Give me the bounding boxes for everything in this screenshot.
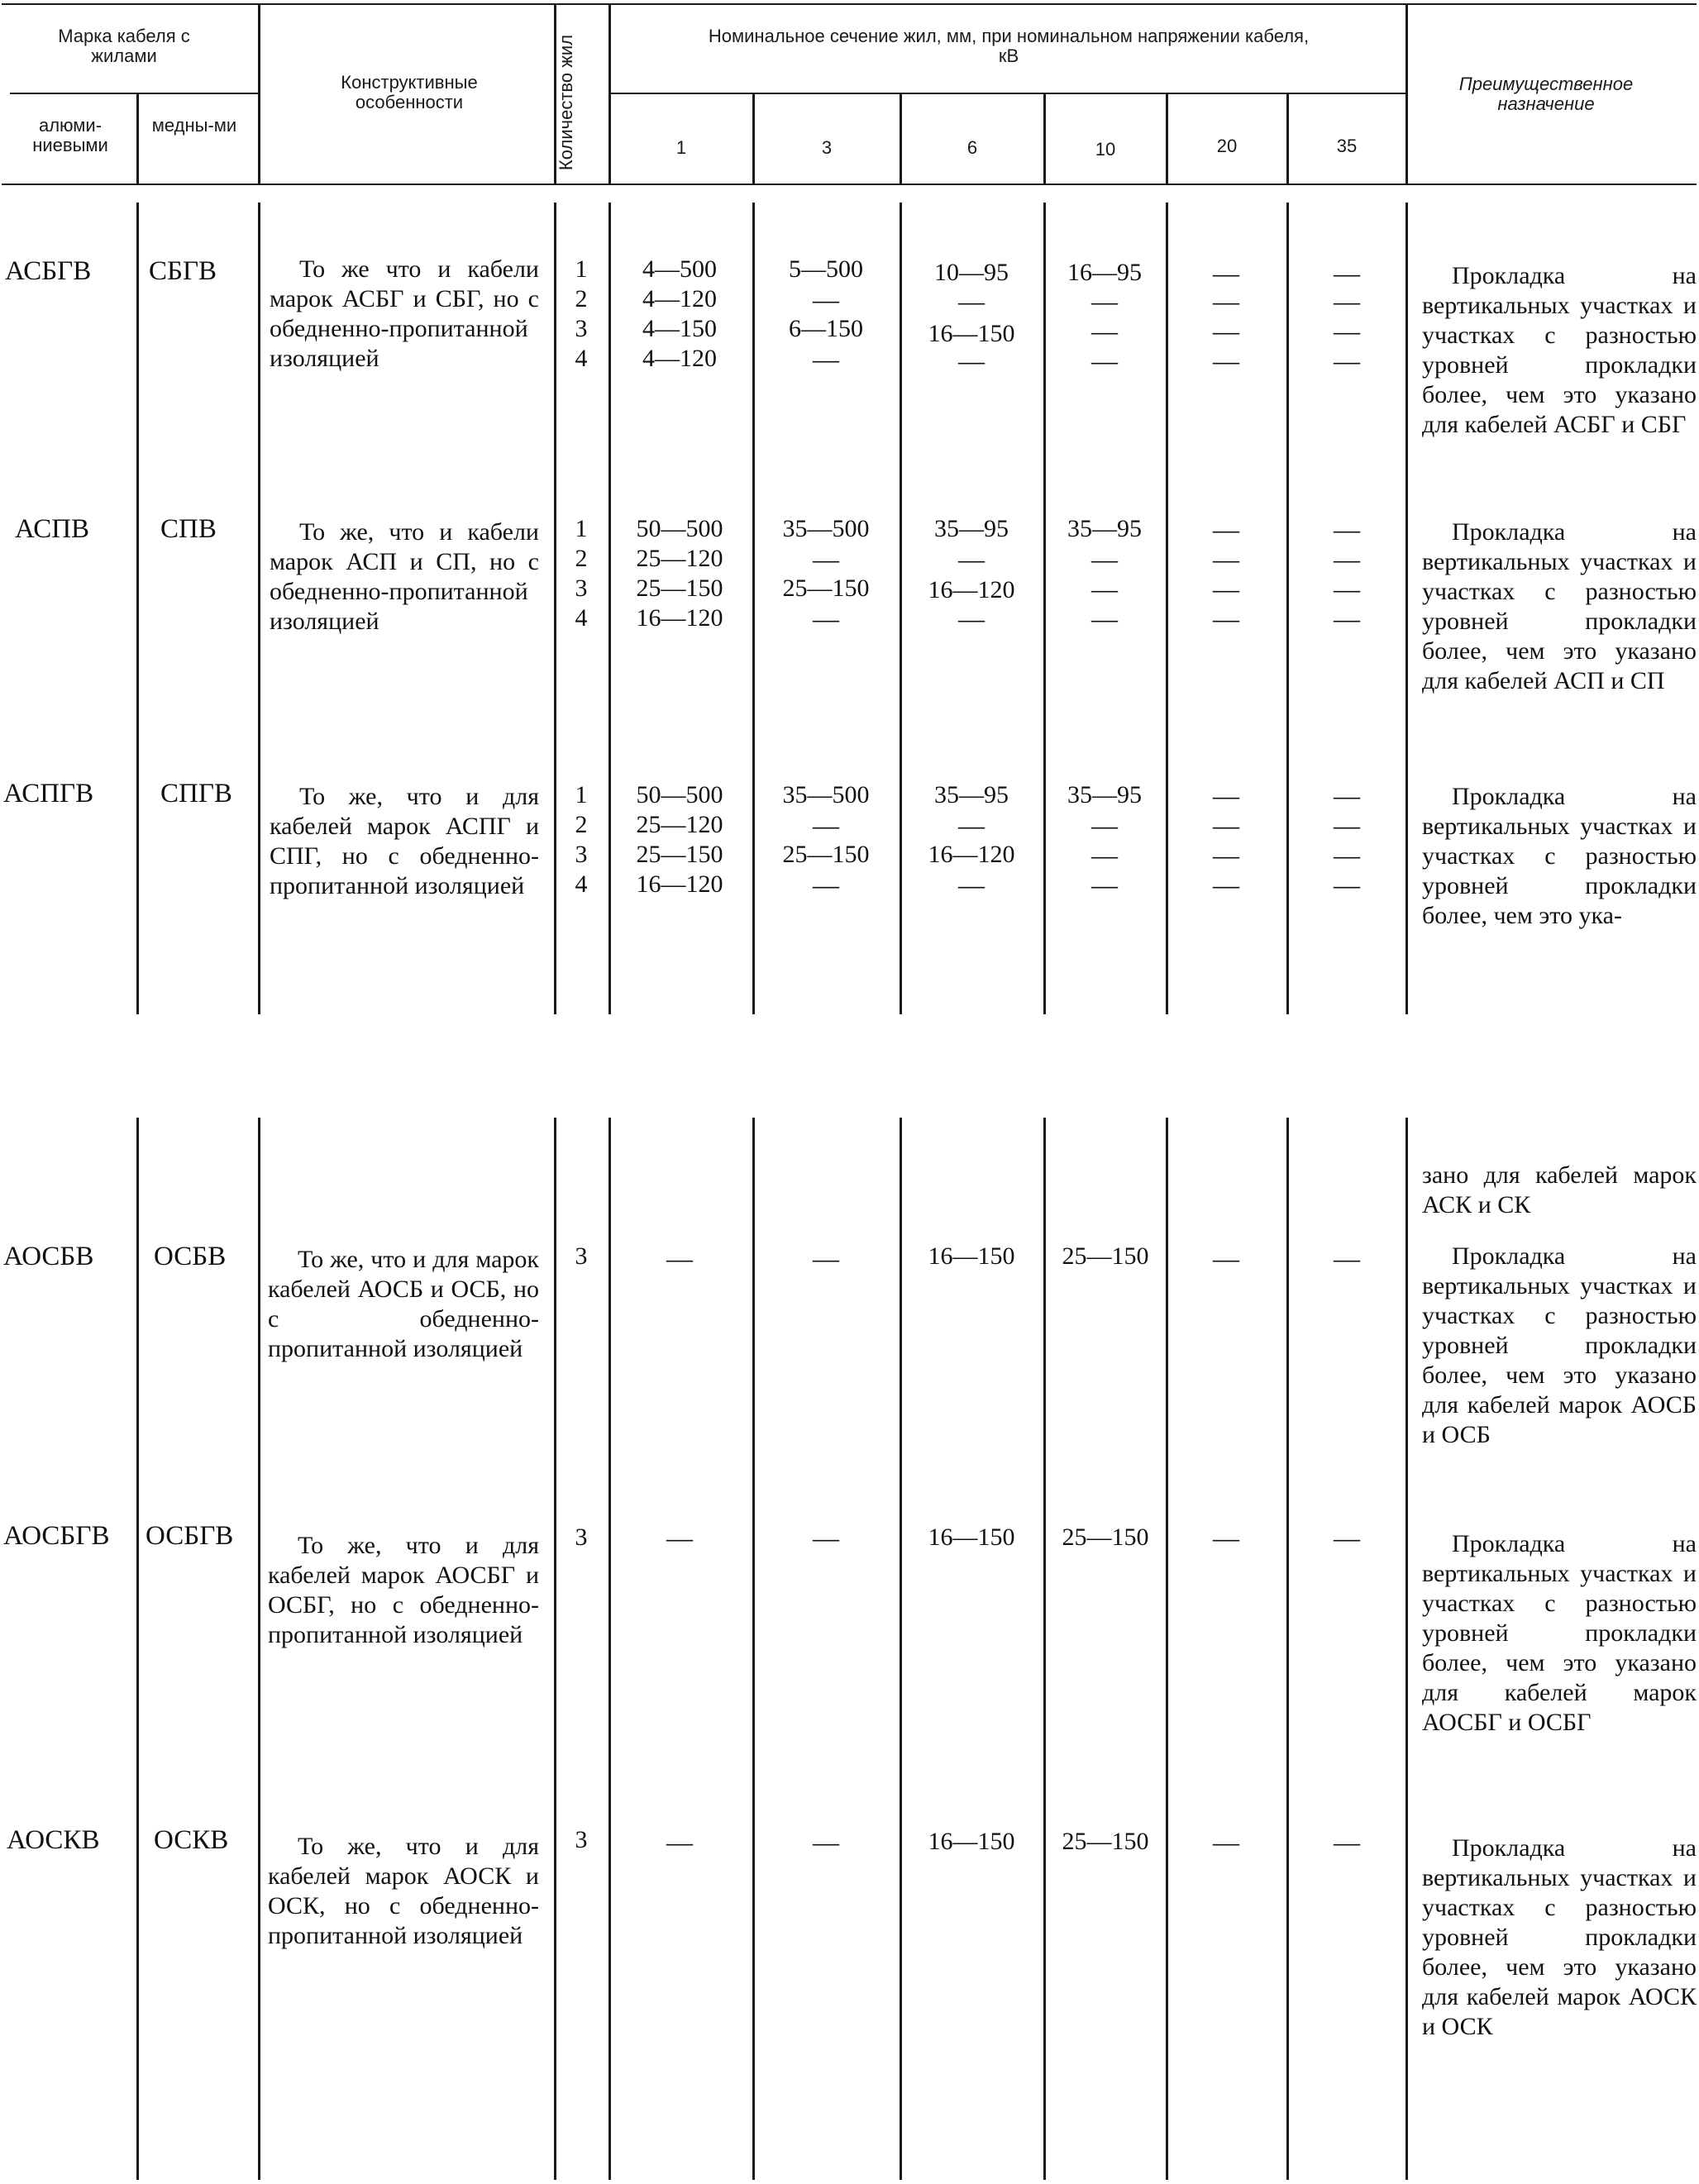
cores-cell: 2 bbox=[575, 545, 588, 572]
section-cell: 4—500 bbox=[642, 255, 717, 283]
section-cell: — bbox=[958, 810, 985, 840]
mark-aluminum: АОСБГВ bbox=[3, 1521, 110, 1551]
section-cell: — bbox=[813, 284, 839, 314]
purpose-text: Прокладка на вертикальных участках и участках с разностью уровней прокладки более, чем это указано для кабелей марок АОСБГ и ОСБГ bbox=[1422, 1530, 1697, 1736]
section-cell: — bbox=[1334, 258, 1360, 288]
cores-cell: 1 bbox=[575, 781, 588, 808]
section-cell: — bbox=[1213, 574, 1239, 603]
section-cell: — bbox=[1213, 870, 1239, 899]
header-voltage-3: 3 bbox=[821, 137, 833, 158]
section-cell: — bbox=[1334, 1523, 1360, 1552]
header-voltage-1: 1 bbox=[675, 137, 687, 158]
section-cell: — bbox=[1213, 780, 1239, 810]
section-cell: — bbox=[1091, 603, 1118, 633]
section-cell: — bbox=[666, 1243, 693, 1273]
column-rule bbox=[136, 1118, 139, 2180]
purpose-text: Прокладка на вертикальных участках и участках с разностью уровней прокладки более, чем это указано для кабелей АСП и СП bbox=[1422, 518, 1697, 694]
column-rule bbox=[1043, 1118, 1046, 2180]
section-cell: — bbox=[1334, 514, 1360, 544]
section-cell: — bbox=[813, 870, 839, 899]
header-divider bbox=[1043, 93, 1046, 184]
section-cell: 16—120 bbox=[928, 576, 1015, 603]
cores-cell: 3 bbox=[575, 315, 588, 342]
mark-copper: ОСБГВ bbox=[146, 1521, 234, 1551]
section-cell: — bbox=[1334, 780, 1360, 810]
header-brand-group: Марка кабеля с жилами bbox=[58, 26, 190, 66]
section-cell: 35—95 bbox=[1067, 781, 1142, 808]
column-rule bbox=[1043, 203, 1046, 1014]
section-cell: — bbox=[1334, 316, 1360, 346]
purpose-continuation: зано для кабелей марок АСК и СК bbox=[1422, 1161, 1697, 1218]
table-top-rule bbox=[2, 3, 1697, 5]
cores-cell: 1 bbox=[575, 255, 588, 283]
section-cell: 50—500 bbox=[636, 781, 723, 808]
section-cell: — bbox=[1334, 603, 1360, 633]
section-cell: — bbox=[1334, 346, 1360, 375]
header-divider bbox=[1405, 3, 1408, 184]
column-rule bbox=[258, 203, 260, 1014]
section-cell: — bbox=[666, 1523, 693, 1552]
section-cell: — bbox=[813, 1243, 839, 1273]
design-description: То же, что и кабели марок АСП и СП, но с обедненно-пропитанной изоляцией bbox=[270, 518, 539, 635]
header-voltage-10: 10 bbox=[1095, 139, 1116, 160]
column-rule bbox=[752, 203, 755, 1014]
cores-cell: 3 bbox=[575, 1242, 588, 1270]
column-rule bbox=[554, 203, 556, 1014]
purpose-text: Прокладка на вертикальных участках и участках с разностью уровней прокладки более, чем это указано для кабелей марок АОСК и ОСК bbox=[1422, 1834, 1697, 2040]
section-cell: — bbox=[1334, 810, 1360, 840]
section-cell: — bbox=[1091, 840, 1118, 870]
cores-cell: 2 bbox=[575, 285, 588, 312]
section-cell: — bbox=[958, 870, 985, 899]
cores-cell: 4 bbox=[575, 345, 588, 372]
section-cell: 35—500 bbox=[782, 781, 870, 808]
column-rule bbox=[136, 203, 139, 1014]
column-rule bbox=[1166, 1118, 1168, 2180]
mark-copper: СБГВ bbox=[149, 256, 217, 286]
mark-copper: ОСКВ bbox=[154, 1825, 229, 1855]
section-cell: 16—120 bbox=[636, 870, 723, 898]
section-cell: — bbox=[958, 603, 985, 633]
design-description: То же, что и для кабелей марок АОСК и ОСК, но с обедненно-пропитанной изоляцией bbox=[268, 1833, 539, 1949]
section-cell: — bbox=[1213, 810, 1239, 840]
cores-cell: 4 bbox=[575, 870, 588, 898]
column-rule bbox=[752, 1118, 755, 2180]
section-cell: — bbox=[1091, 346, 1118, 375]
section-cell: — bbox=[1091, 286, 1118, 316]
mark-copper: ОСБВ bbox=[154, 1242, 227, 1271]
mark-aluminum: АОСБВ bbox=[3, 1242, 94, 1271]
section-cell: 16—150 bbox=[928, 1828, 1015, 1855]
design-description: То же, что и для кабелей марок АСПГ и СПГ, но с обедненно-пропитанной изоляцией bbox=[270, 783, 539, 899]
section-cell: — bbox=[813, 1523, 839, 1552]
section-cell: — bbox=[1091, 810, 1118, 840]
column-rule bbox=[554, 1118, 556, 2180]
cores-cell: 1 bbox=[575, 515, 588, 542]
section-cell: — bbox=[1213, 258, 1239, 288]
column-rule bbox=[900, 203, 902, 1014]
cores-cell: 3 bbox=[575, 1826, 588, 1853]
mark-copper: СПГВ bbox=[160, 779, 232, 808]
mark-copper: СПВ bbox=[160, 514, 217, 544]
section-cell: — bbox=[1334, 574, 1360, 603]
column-rule bbox=[1286, 1118, 1289, 2180]
section-cell: — bbox=[1213, 514, 1239, 544]
section-cell: 4—120 bbox=[642, 285, 717, 312]
section-cell: 16—120 bbox=[928, 841, 1015, 868]
column-rule bbox=[1405, 1118, 1408, 2180]
design-description: То же, что и для марок кабелей АОСБ и ОСБ, но с обедненно-пропитанной изоляцией bbox=[268, 1246, 539, 1362]
header-voltage-35: 35 bbox=[1336, 136, 1358, 156]
section-cell: — bbox=[1213, 286, 1239, 316]
section-cell: — bbox=[958, 286, 985, 316]
section-cell: 16—95 bbox=[1067, 259, 1142, 286]
section-cell: 4—120 bbox=[642, 345, 717, 372]
section-cell: 16—150 bbox=[928, 1242, 1015, 1270]
section-cell: — bbox=[1091, 544, 1118, 574]
section-cell: — bbox=[1091, 870, 1118, 899]
section-cell: — bbox=[666, 1827, 693, 1857]
cores-cell: 3 bbox=[575, 841, 588, 868]
section-cell: 10—95 bbox=[934, 259, 1009, 286]
section-cell: — bbox=[958, 346, 985, 375]
header-copper: медны-ми bbox=[151, 115, 237, 136]
section-cell: 5—500 bbox=[789, 255, 863, 283]
header-bottom-rule bbox=[2, 184, 1697, 185]
mark-aluminum: АОСКВ bbox=[7, 1825, 100, 1855]
section-cell: 50—500 bbox=[636, 515, 723, 542]
section-cell: 35—95 bbox=[934, 515, 1009, 542]
header-divider bbox=[136, 93, 139, 184]
section-cell: — bbox=[813, 810, 839, 840]
cores-cell: 3 bbox=[575, 575, 588, 602]
section-cell: — bbox=[813, 1827, 839, 1857]
section-cell: — bbox=[1213, 603, 1239, 633]
purpose-text: Прокладка на вертикальных участках и участках с разностью уровней прокладки более, чем это указано для кабелей АСБГ и СБГ bbox=[1422, 262, 1697, 438]
header-inner-rule-left bbox=[10, 93, 258, 94]
section-cell: — bbox=[1213, 840, 1239, 870]
section-cell: 35—95 bbox=[1067, 515, 1142, 542]
section-cell: — bbox=[1213, 1243, 1239, 1273]
header-section-group: Номинальное сечение жил, мм, при номинальном напряжении кабеля, кВ bbox=[708, 26, 1310, 66]
cores-cell: 2 bbox=[575, 811, 588, 838]
section-cell: — bbox=[1213, 1523, 1239, 1552]
section-cell: 4—150 bbox=[642, 315, 717, 342]
design-description: То же, что и для кабелей марок АОСБГ и ОСБГ, но с обедненно-пропитанной изоляцией bbox=[268, 1532, 539, 1648]
column-rule bbox=[1286, 203, 1289, 1014]
section-cell: 16—150 bbox=[928, 1524, 1015, 1551]
section-cell: — bbox=[1334, 870, 1360, 899]
section-cell: — bbox=[1334, 286, 1360, 316]
section-cell: — bbox=[1213, 544, 1239, 574]
section-cell: 25—150 bbox=[1062, 1828, 1149, 1855]
section-cell: — bbox=[1334, 1827, 1360, 1857]
cores-cell: 3 bbox=[575, 1524, 588, 1551]
column-rule bbox=[1405, 203, 1408, 1014]
section-cell: — bbox=[958, 544, 985, 574]
purpose-text: Прокладка на вертикальных участках и участках с разностью уровней прокладки более, чем это ука- bbox=[1422, 783, 1697, 929]
section-cell: 16—150 bbox=[928, 320, 1015, 347]
section-cell: 25—150 bbox=[636, 841, 723, 868]
section-cell: — bbox=[1091, 316, 1118, 346]
section-cell: 25—150 bbox=[782, 841, 870, 868]
section-cell: 6—150 bbox=[789, 315, 863, 342]
cores-cell: 4 bbox=[575, 604, 588, 632]
header-design: Конструктивные особенности bbox=[341, 72, 478, 112]
section-cell: 35—95 bbox=[934, 781, 1009, 808]
section-cell: 25—150 bbox=[782, 575, 870, 602]
header-voltage-20: 20 bbox=[1216, 136, 1238, 156]
mark-aluminum: АСБГВ bbox=[5, 256, 92, 286]
section-cell: — bbox=[1334, 840, 1360, 870]
section-cell: — bbox=[1091, 574, 1118, 603]
header-divider bbox=[258, 3, 260, 184]
section-cell: — bbox=[813, 344, 839, 374]
section-cell: 25—150 bbox=[1062, 1524, 1149, 1551]
section-cell: 25—120 bbox=[636, 811, 723, 838]
section-cell: 25—150 bbox=[636, 575, 723, 602]
section-cell: 25—120 bbox=[636, 545, 723, 572]
section-cell: — bbox=[1334, 544, 1360, 574]
column-rule bbox=[900, 1118, 902, 2180]
mark-aluminum: АСПВ bbox=[15, 514, 90, 544]
purpose-text: Прокладка на вертикальных участках и участках с разностью уровней прокладки более, чем это указано для кабелей марок АОСБ и ОСБ bbox=[1422, 1242, 1697, 1448]
column-rule bbox=[608, 1118, 611, 2180]
header-cores: Количество жил bbox=[556, 34, 576, 171]
header-purpose: Преимущественное назначение bbox=[1458, 74, 1634, 114]
header-aluminum: алюми-ниевыми bbox=[32, 115, 108, 155]
section-cell: 35—500 bbox=[782, 515, 870, 542]
section-cell: — bbox=[1213, 316, 1239, 346]
section-cell: 25—150 bbox=[1062, 1242, 1149, 1270]
column-rule bbox=[1166, 203, 1168, 1014]
mark-aluminum: АСПГВ bbox=[3, 779, 94, 808]
section-cell: — bbox=[813, 603, 839, 633]
section-cell: — bbox=[1213, 1827, 1239, 1857]
column-rule bbox=[608, 203, 611, 1014]
section-cell: — bbox=[1334, 1243, 1360, 1273]
section-cell: 16—120 bbox=[636, 604, 723, 632]
header-voltage-6: 6 bbox=[966, 137, 978, 158]
design-description: То же что и кабели марок АСБГ и СБГ, но с обедненно-пропитанной изоляцией bbox=[270, 255, 539, 372]
column-rule bbox=[258, 1118, 260, 2180]
section-cell: — bbox=[813, 544, 839, 574]
section-cell: — bbox=[1213, 346, 1239, 375]
